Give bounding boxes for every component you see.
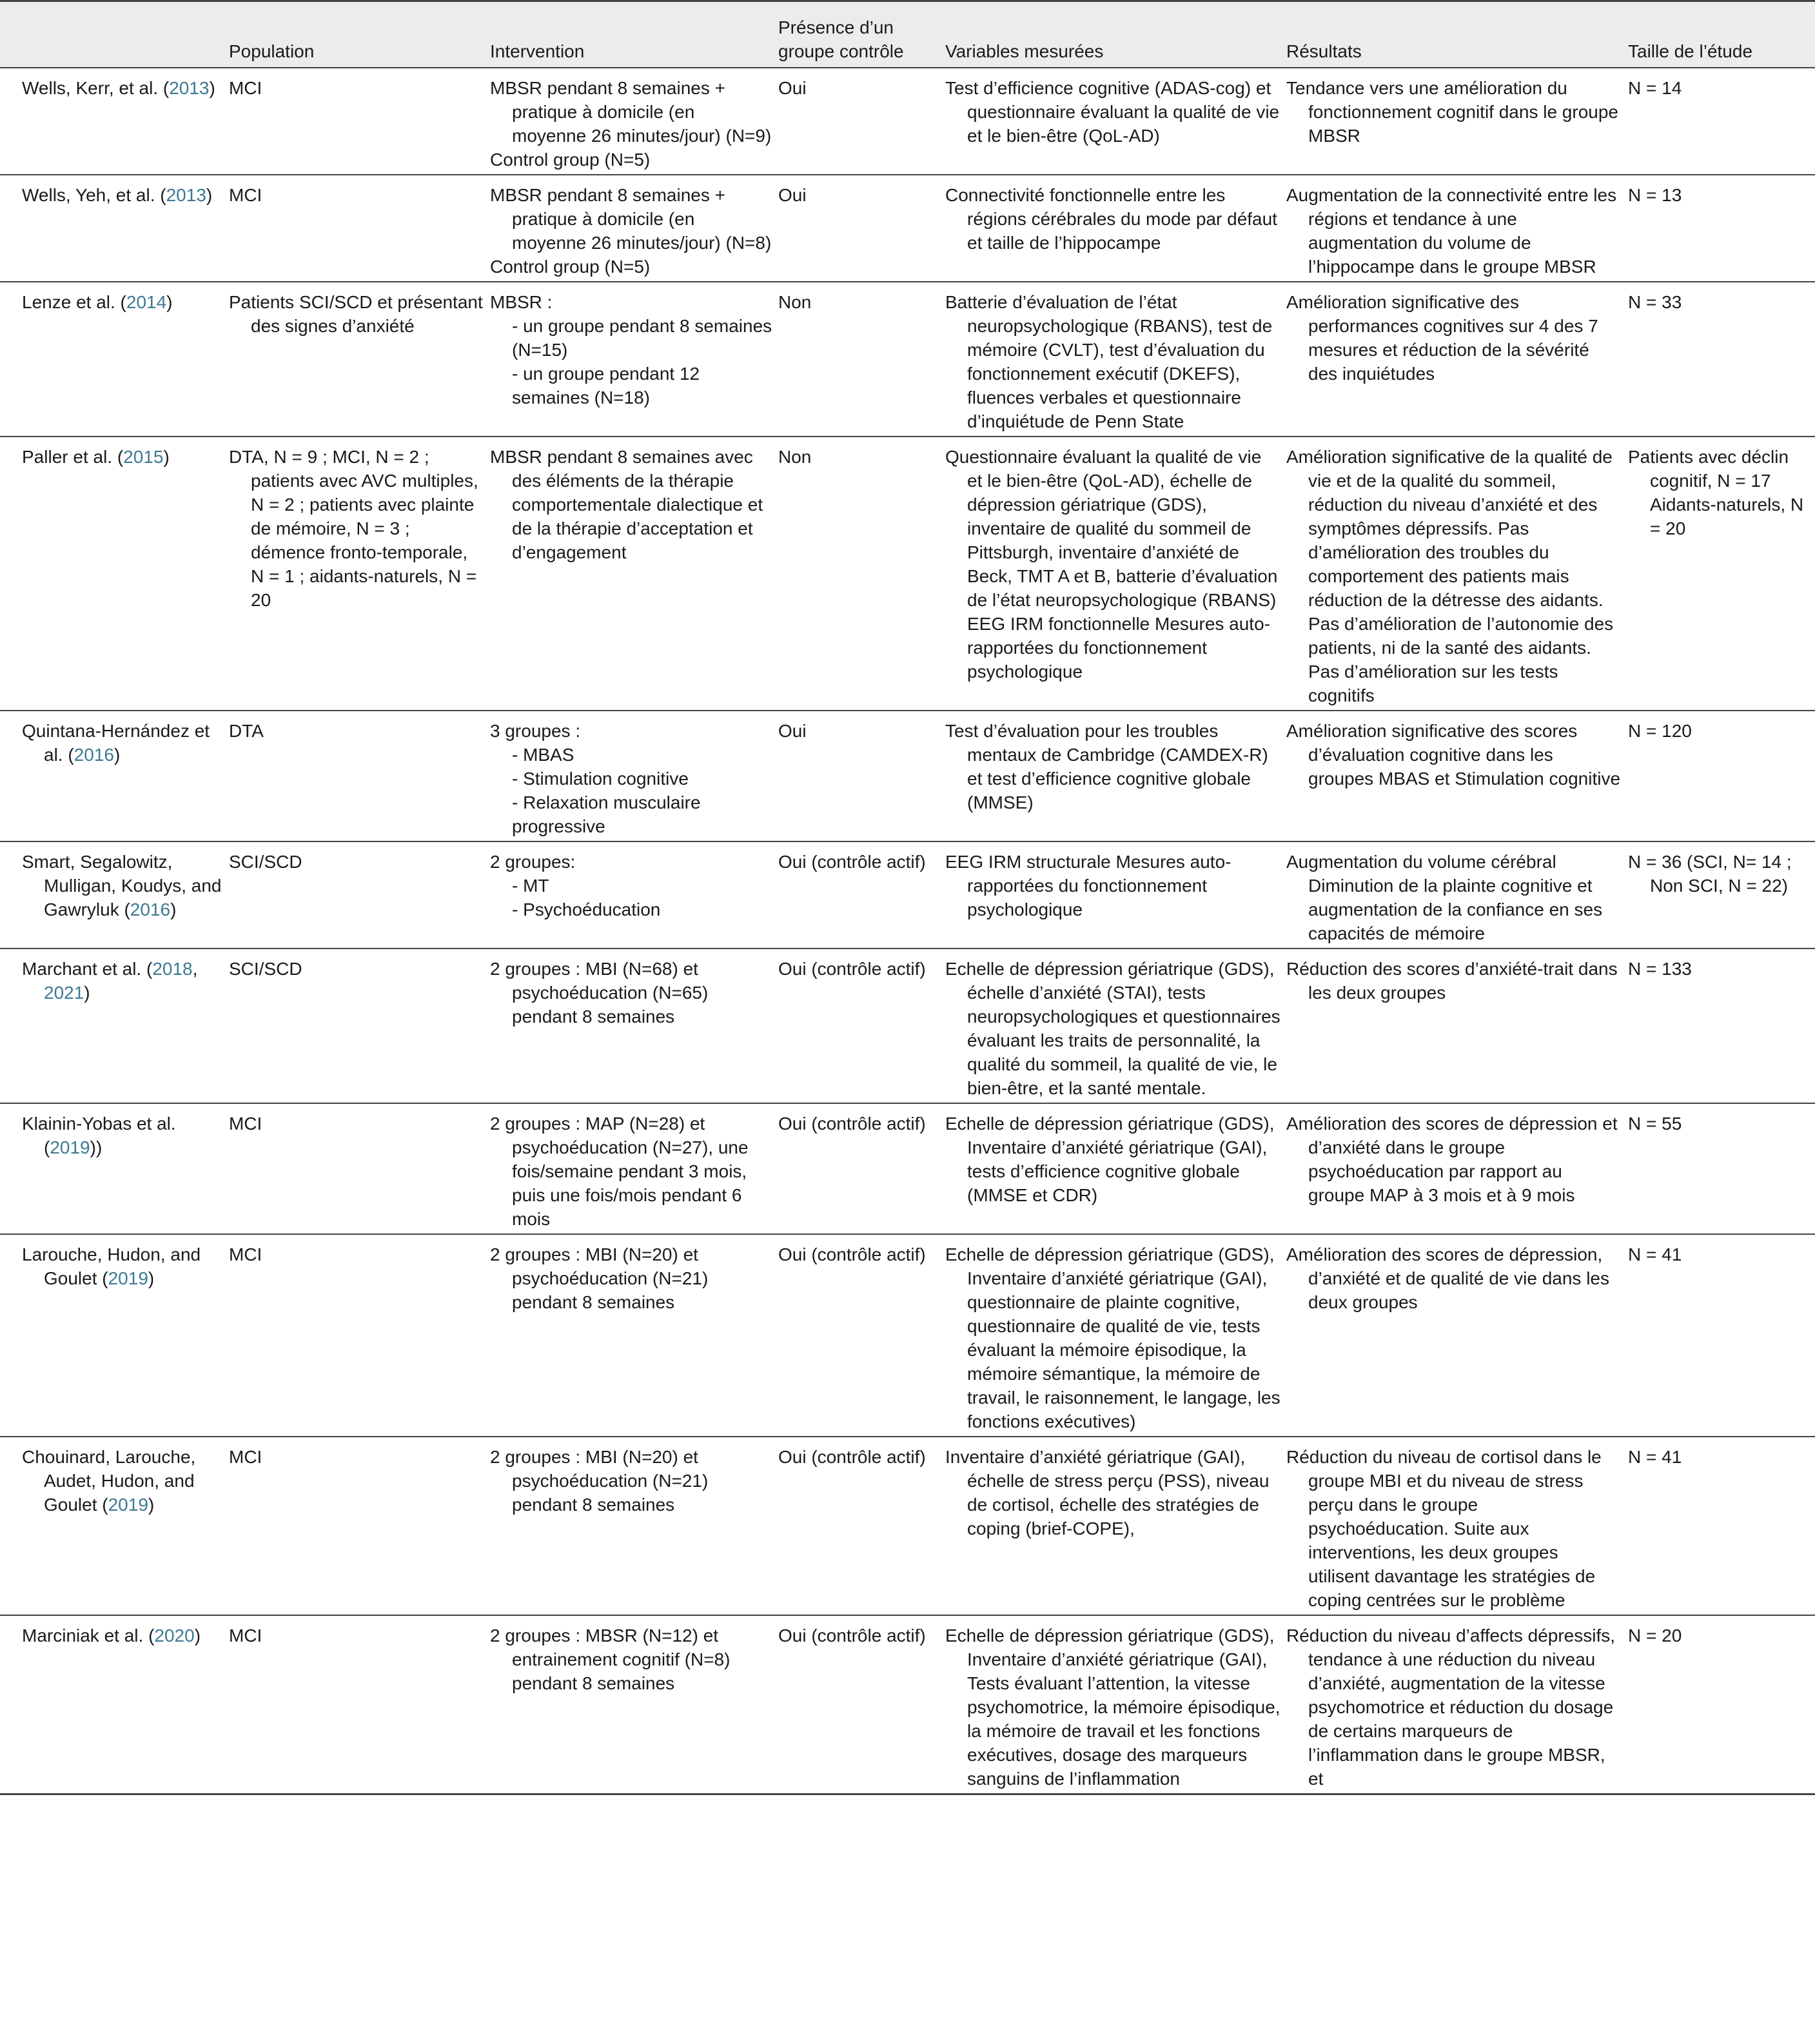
control-group-cell [778, 711, 945, 841]
population: SCI/SCD [229, 958, 302, 979]
intervention-group-item: - Relaxation musculaire progressive [512, 792, 701, 836]
study-year-link[interactable]: 2013 [166, 184, 206, 205]
study-close: ) [148, 1268, 155, 1288]
population: MCI [229, 1625, 262, 1646]
intervention-cell [490, 841, 778, 948]
measured-variables: Echelle de dépression gériatrique (GDS), Inventaire d’anxiété gériatrique (GAI), tests d’efficience cognitive globale (MMSE et CDR) [945, 1113, 1275, 1205]
study-cell [0, 68, 229, 175]
table-row [0, 1234, 1815, 1437]
results: Amélioration des scores de dépression, d’anxiété et de qualité de vie dans les deux groupes [1286, 1244, 1609, 1312]
control-group: Oui (contrôle actif) [778, 1625, 926, 1646]
intervention-line: MBSR pendant 8 semaines + pratique à domicile (en moyenne 26 minutes/jour) (N=9) [490, 77, 772, 146]
intervention-line: MBSR pendant 8 semaines + pratique à domicile (en moyenne 26 minutes/jour) (N=8) [490, 184, 772, 253]
study-close: ) [163, 446, 170, 467]
study-size-cell [1628, 175, 1815, 282]
study-size-cell [1628, 841, 1815, 948]
study-citation [22, 183, 224, 207]
study-size-cell [1628, 711, 1815, 841]
population-cell [229, 948, 490, 1103]
population-cell [229, 282, 490, 437]
study-size: N = 33 [1628, 291, 1682, 312]
study-cell [0, 1234, 229, 1437]
control-group: Oui (contrôle actif) [778, 1446, 926, 1467]
study-close: ) [194, 1625, 201, 1646]
study-year-link[interactable]: 2020 [154, 1625, 195, 1646]
study-close: ) [84, 982, 90, 1003]
study-size: N = 41 [1628, 1446, 1682, 1467]
study-authors: Smart, Segalowitz, Mulligan, Koudys, and Gawryluk ( [22, 851, 222, 919]
measured-variables-cell [945, 282, 1286, 437]
study-close: ) [166, 291, 173, 312]
header-size: Taille de l’étude [1628, 41, 1753, 61]
measured-variables: Inventaire d’anxiété gériatrique (GAI), échelle de stress perçu (PSS), niveau de cortisol, échelle des stratégies de coping (brief-COPE), [945, 1446, 1270, 1538]
intervention-line: 3 groupes : [490, 720, 581, 741]
study-authors: Larouche, Hudon, and Goulet ( [22, 1244, 201, 1288]
study-size-cell [1628, 437, 1815, 711]
intervention-cell [490, 1615, 778, 1794]
results: Réduction du niveau de cortisol dans le groupe MBI et du niveau de stress perçu dans le groupe psychoéducation. Suite aux interventions, les deux groupes utilisent davantage les stratégies de coping centrées sur le problème [1286, 1446, 1602, 1610]
study-year-link[interactable]: 2019 [108, 1268, 148, 1288]
table-row [0, 948, 1815, 1103]
study-size-cell [1628, 68, 1815, 175]
study-citation [22, 1624, 224, 1647]
results: Amélioration des scores de dépression et d’anxiété dans le groupe psychoéducation par rapport au groupe MAP à 3 mois et à 9 mois [1286, 1113, 1618, 1205]
control-group-cell [778, 437, 945, 711]
measured-variables: Batterie d’évaluation de l’état neuropsychologique (RBANS), test de mémoire (CVLT), test d’évaluation du fonctionnement exécutif (DKEFS), fluences verbales et questionnaire d’inquiétude de Penn State [945, 291, 1273, 431]
control-group: Oui (contrôle actif) [778, 1244, 926, 1264]
study-size-cell [1628, 1615, 1815, 1794]
study-size: N = 20 [1628, 1625, 1682, 1646]
study-close: ) [148, 1494, 155, 1515]
study-citation [22, 957, 224, 1005]
intervention-cell [490, 68, 778, 175]
control-group: Oui [778, 720, 807, 741]
study-size: N = 14 [1628, 77, 1682, 98]
study-year-link[interactable]: 2014 [126, 291, 167, 312]
control-group-cell [778, 175, 945, 282]
study-close: )) [90, 1137, 103, 1157]
study-size-cell [1628, 948, 1815, 1103]
header-row [0, 1, 1815, 68]
intervention-group-item: - un groupe pendant 8 semaines (N=15) [512, 315, 772, 360]
study-size: N = 13 [1628, 184, 1682, 205]
study-citation [22, 76, 224, 100]
results-cell [1286, 1103, 1628, 1234]
population: DTA [229, 720, 264, 741]
intervention-cell [490, 282, 778, 437]
measured-variables: Test d’évaluation pour les troubles mentaux de Cambridge (CAMDEX-R) et test d’efficience cognitive globale (MMSE) [945, 720, 1268, 812]
measured-variables-cell [945, 175, 1286, 282]
study-year-link[interactable]: 2013 [169, 77, 210, 98]
population-cell [229, 1234, 490, 1437]
study-size-cell [1628, 282, 1815, 437]
intervention-line: Control group (N=5) [490, 256, 651, 277]
control-group: Non [778, 291, 812, 312]
study-size: N = 133 [1628, 958, 1692, 979]
measured-variables-cell [945, 68, 1286, 175]
intervention-cell [490, 711, 778, 841]
population-cell [229, 711, 490, 841]
intervention-cell [490, 175, 778, 282]
study-close: ) [206, 184, 213, 205]
results: Amélioration significative de la qualité de vie et de la qualité du sommeil, réduction du niveau d’anxiété et des symptômes dépressifs. Pas d’amélioration des troubles du comportement des patients mais réduction de la détresse des aidants. Pas d’amélioration de l’autonomie des patients, ni de la santé des aidants. Pas d’amélioration sur les tests cognitifs [1286, 446, 1614, 705]
table-row [0, 1615, 1815, 1794]
study-cell [0, 1437, 229, 1615]
control-group: Oui (contrôle actif) [778, 1113, 926, 1134]
intervention-group-item: - un groupe pendant 12 semaines (N=18) [512, 363, 700, 408]
study-cell [0, 282, 229, 437]
results: Réduction des scores d’anxiété-trait dans les deux groupes [1286, 958, 1618, 1003]
study-size-cell [1628, 1234, 1815, 1437]
study-close: ) [209, 77, 215, 98]
intervention-line: 2 groupes : MBI (N=20) et psychoéducation (N=21) pendant 8 semaines [490, 1244, 709, 1312]
results: Tendance vers une amélioration du fonctionnement cognitif dans le groupe MBSR [1286, 77, 1618, 146]
intervention-cell [490, 948, 778, 1103]
intervention-group-item: - MT [512, 875, 549, 896]
intervention-line: Control group (N=5) [490, 149, 651, 170]
control-group-cell [778, 1103, 945, 1234]
measured-variables: Questionnaire évaluant la qualité de vie et le bien-être (QoL-AD), échelle de dépression gériatrique (GDS), inventaire de qualité du sommeil de Pittsburgh, inventaire d’anxiété de Beck, TMT A et B, batterie d’évaluation de l’état neuropsychologique (RBANS) EEG IRM fonctionnelle Mesures auto-rapportées du fonctionnement psychologique [945, 446, 1278, 682]
measured-variables-cell [945, 437, 1286, 711]
intervention-line: 2 groupes : MBI (N=20) et psychoéducation (N=21) pendant 8 semaines [490, 1446, 709, 1515]
results-cell [1286, 711, 1628, 841]
study-separator: , [192, 958, 198, 979]
study-size: N = 36 (SCI, N= 14 ; Non SCI, N = 22) [1628, 851, 1792, 896]
study-cell [0, 175, 229, 282]
table-row [0, 711, 1815, 841]
study-citation [22, 1445, 224, 1517]
measured-variables: Echelle de dépression gériatrique (GDS), échelle d’anxiété (STAI), tests neuropsychologiques et questionnaires évaluant les traits de personnalité, la qualité du sommeil, la qualité de vie, le bien-être, et la santé mentale. [945, 958, 1280, 1098]
intervention-line: 2 groupes: [490, 851, 576, 872]
intervention-group-item: - Stimulation cognitive [512, 768, 689, 789]
control-group-cell [778, 282, 945, 437]
header-results: Résultats [1286, 41, 1362, 61]
study-citation [22, 850, 224, 921]
population: MCI [229, 77, 262, 98]
control-group-cell [778, 948, 945, 1103]
intervention-group-item: - MBAS [512, 744, 574, 765]
population-cell [229, 1615, 490, 1794]
table-body [0, 68, 1815, 1794]
study-authors: Paller et al. ( [22, 446, 124, 467]
header-study [0, 1, 229, 68]
study-authors: Lenze et al. ( [22, 291, 126, 312]
intervention-cell [490, 1437, 778, 1615]
study-size-cell [1628, 1103, 1815, 1234]
population-cell [229, 1103, 490, 1234]
intervention-line: MBSR : [490, 291, 553, 312]
results-cell [1286, 1615, 1628, 1794]
population-cell [229, 68, 490, 175]
measured-variables-cell [945, 1234, 1286, 1437]
measured-variables-cell [945, 711, 1286, 841]
study-size: N = 55 [1628, 1113, 1682, 1134]
study-authors: Klainin-Yobas et al. ( [22, 1113, 176, 1157]
study-year-link[interactable]: 2016 [74, 744, 114, 765]
results-cell [1286, 1437, 1628, 1615]
study-cell [0, 437, 229, 711]
results: Augmentation de la connectivité entre les régions et tendance à une augmentation du volume de l’hippocampe dans le groupe MBSR [1286, 184, 1617, 277]
study-authors: Marchant et al. ( [22, 958, 153, 979]
header-control: Présence d’un groupe contrôle [778, 17, 904, 61]
control-group: Oui (contrôle actif) [778, 851, 926, 872]
measured-variables: Echelle de dépression gériatrique (GDS), Inventaire d’anxiété gériatrique (GAI), questionnaire de plainte cognitive, questionnaire de qualité de vie, tests évaluant la mémoire épisodique, la mémoire sémantique, la mémoire de travail, le raisonnement, le langage, les fonctions exécutives) [945, 1244, 1280, 1431]
control-group: Oui [778, 77, 807, 98]
table-row [0, 68, 1815, 175]
study-size: N = 41 [1628, 1244, 1682, 1264]
population-cell [229, 175, 490, 282]
study-authors: Wells, Kerr, et al. ( [22, 77, 170, 98]
population-cell [229, 437, 490, 711]
study-citation [22, 290, 224, 314]
study-year-link[interactable]: 2018 [152, 958, 193, 979]
population-cell [229, 841, 490, 948]
table-row [0, 282, 1815, 437]
population: SCI/SCD [229, 851, 302, 872]
measured-variables: Connectivité fonctionnelle entre les régions cérébrales du mode par défaut et taille de l’hippocampe [945, 184, 1277, 253]
control-group-cell [778, 68, 945, 175]
results: Réduction du niveau d’affects dépressifs, tendance à une réduction du niveau d’anxiété, augmentation de la vitesse psychomotrice et réduction du dosage de certains marqueurs de l’inflammation dans le groupe MBSR, et [1286, 1625, 1616, 1789]
results: Amélioration significative des performances cognitives sur 4 des 7 mesures et réduction de la sévérité des inquiétudes [1286, 291, 1598, 384]
control-group-cell [778, 841, 945, 948]
population: DTA, N = 9 ; MCI, N = 2 ; patients avec AVC multiples, N = 2 ; patients avec plainte de mémoire, N = 3 ; démence fronto-temporale, N = 1 ; aidants-naturels, N = 20 [229, 446, 478, 610]
population-cell [229, 1437, 490, 1615]
study-year-link[interactable]: 2019 [50, 1137, 90, 1157]
study-close: ) [113, 744, 121, 765]
intervention-line: 2 groupes : MBI (N=68) et psychoéducation (N=65) pendant 8 semaines [490, 958, 709, 1027]
measured-variables-cell [945, 841, 1286, 948]
results-cell [1286, 1234, 1628, 1437]
study-citation [22, 445, 224, 469]
measured-variables-cell [945, 1103, 1286, 1234]
study-size-cell [1628, 1437, 1815, 1615]
population: Patients SCI/SCD et présentant des signes d’anxiété [229, 291, 483, 336]
population: MCI [229, 184, 262, 205]
results-cell [1286, 68, 1628, 175]
study-size: N = 120 [1628, 720, 1692, 741]
study-authors: Chouinard, Larouche, Audet, Hudon, and Goulet ( [22, 1446, 196, 1515]
study-cell [0, 948, 229, 1103]
results: Augmentation du volume cérébral Diminution de la plainte cognitive et augmentation de la confiance en ses capacités de mémoire [1286, 851, 1603, 943]
control-group-cell [778, 1615, 945, 1794]
intervention-line: MBSR pendant 8 semaines avec des éléments de la thérapie comportementale dialectique et de la thérapie d’acceptation et d’engagement [490, 446, 763, 562]
control-group: Oui [778, 184, 807, 205]
intervention-group-item: - Psychoéducation [512, 899, 661, 919]
study-year-link[interactable]: 2016 [130, 899, 171, 919]
intervention-cell [490, 1103, 778, 1234]
population: MCI [229, 1113, 262, 1134]
results-cell [1286, 841, 1628, 948]
results-cell [1286, 948, 1628, 1103]
results-cell [1286, 437, 1628, 711]
study-close: ) [170, 899, 177, 919]
control-group: Non [778, 446, 812, 467]
header-intervention: Intervention [490, 41, 585, 61]
table-row [0, 1103, 1815, 1234]
control-group-cell [778, 1437, 945, 1615]
study-size: Patients avec déclin cognitif, N = 17 Aidants-naturels, N = 20 [1628, 446, 1804, 538]
table-row [0, 437, 1815, 711]
study-year-link[interactable]: 2021 [44, 982, 84, 1003]
intervention-line: 2 groupes : MBSR (N=12) et entrainement cognitif (N=8) pendant 8 semaines [490, 1625, 731, 1693]
study-cell [0, 841, 229, 948]
header-variables: Variables mesurées [945, 41, 1104, 61]
study-authors: Marciniak et al. ( [22, 1625, 155, 1646]
study-authors: Quintana-Hernández et al. ( [22, 720, 210, 765]
table-header [0, 1, 1815, 68]
table-row [0, 1437, 1815, 1615]
population: MCI [229, 1244, 262, 1264]
measured-variables: Echelle de dépression gériatrique (GDS), Inventaire d’anxiété gériatrique (GAI), Tests évaluant l’attention, la vitesse psychomotrice, la mémoire épisodique, la mémoire de travail et les fonctions exécutives, dosage des marqueurs sanguins de l’inflammation [945, 1625, 1280, 1789]
table-row [0, 841, 1815, 948]
header-population: Population [229, 41, 315, 61]
intervention-cell [490, 1234, 778, 1437]
intervention-cell [490, 437, 778, 711]
control-group-cell [778, 1234, 945, 1437]
results: Amélioration significative des scores d’évaluation cognitive dans les groupes MBAS et Stimulation cognitive [1286, 720, 1621, 789]
measured-variables: Test d’efficience cognitive (ADAS-cog) et questionnaire évaluant la qualité de vie et le bien-être (QoL-AD) [945, 77, 1280, 146]
measured-variables: EEG IRM structurale Mesures auto-rapportées du fonctionnement psychologique [945, 851, 1231, 919]
study-cell [0, 1103, 229, 1234]
study-citation [22, 719, 224, 767]
study-authors: Wells, Yeh, et al. ( [22, 184, 166, 205]
measured-variables-cell [945, 1615, 1286, 1794]
results-cell [1286, 175, 1628, 282]
measured-variables-cell [945, 1437, 1286, 1615]
study-year-link[interactable]: 2015 [123, 446, 164, 467]
measured-variables-cell [945, 948, 1286, 1103]
study-year-link[interactable]: 2019 [108, 1494, 148, 1515]
study-cell [0, 711, 229, 841]
control-group: Oui (contrôle actif) [778, 958, 926, 979]
population: MCI [229, 1446, 262, 1467]
table-row [0, 175, 1815, 282]
results-cell [1286, 282, 1628, 437]
intervention-line: 2 groupes : MAP (N=28) et psychoéducation (N=27), une fois/semaine pendant 3 mois, puis une fois/mois pendant 6 mois [490, 1113, 749, 1229]
study-citation [22, 1243, 224, 1290]
study-cell [0, 1615, 229, 1794]
study-citation [22, 1112, 224, 1159]
